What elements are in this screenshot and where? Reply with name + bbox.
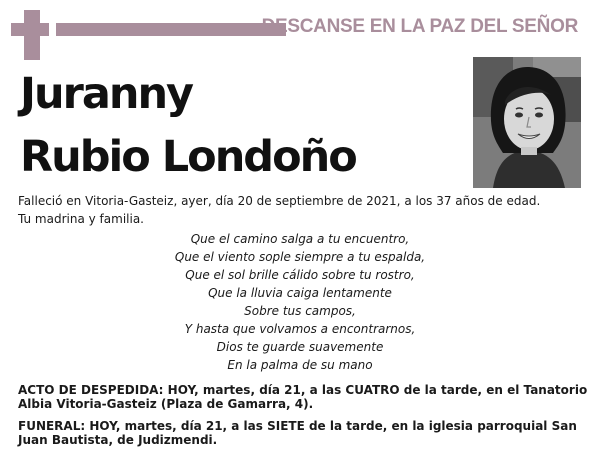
header-title: DESCANSE EN LA PAZ DEL SEÑOR xyxy=(261,16,578,37)
portrait-photo xyxy=(473,57,581,188)
poem-line: Que el camino salga a tu encuentro, xyxy=(190,232,410,246)
poem xyxy=(0,230,600,374)
deceased-first-name: Juranny xyxy=(20,69,193,119)
intro-text xyxy=(18,192,593,228)
cross-horizontal-bar xyxy=(11,23,49,36)
mourners: Tu madrina y familia. xyxy=(18,212,144,226)
poem-line: Dios te guarde suavemente xyxy=(216,340,384,354)
poem-line: Que el viento sople siempre a tu espalda, xyxy=(174,250,426,264)
portrait-photo-icon xyxy=(473,57,581,188)
poem-line: Y hasta que volvamos a encontrarnos, xyxy=(184,322,416,336)
deceased-surnames: Rubio Londoño xyxy=(20,132,356,182)
poem-line: Que el sol brille cálido sobre tu rostro, xyxy=(185,268,415,282)
death-notice: Falleció en Vitoria-Gasteiz, ayer, día 20 de septiembre de 2021, a los 37 años de edad. xyxy=(18,194,541,208)
poem-line: Que la lluvia caiga lentamente xyxy=(208,286,392,300)
funeral-notice: FUNERAL: HOY, martes, día 21, a las SIETE de la tarde, en la iglesia parroquial San Juan Bautista, de Judizmendi. xyxy=(18,419,577,447)
header-rule xyxy=(56,23,286,36)
poem-line: Sobre tus campos, xyxy=(244,304,356,318)
farewell-notice: ACTO DE DESPEDIDA: HOY, martes, día 21, a las CUATRO de la tarde, en el Tanatorio Albia Vitoria-Gasteiz (Plaza de Gamarra, 4). xyxy=(18,383,588,411)
poem-line: En la palma de su mano xyxy=(227,358,373,372)
